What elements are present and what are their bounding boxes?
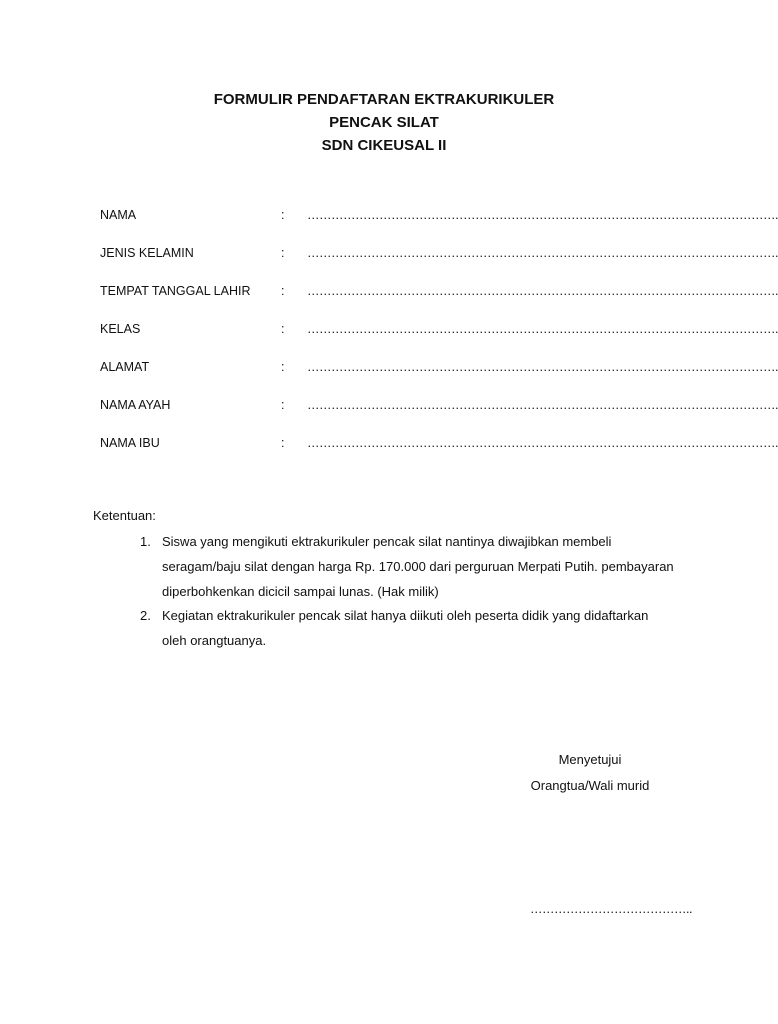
field-colon: : [281, 246, 285, 260]
field-alamat [0, 360, 778, 380]
title-line-1: FORMULIR PENDAFTARAN EKTRAKURIKULER [213, 91, 555, 108]
rule-text [162, 529, 682, 604]
rules-heading: Ketentuan: [93, 508, 156, 523]
field-nama-ibu [0, 436, 778, 456]
field-fill-line[interactable]: ………………………………………………………………………………………………………. [307, 360, 778, 374]
field-fill-line[interactable]: ………………………………………………………………………………………………………. [307, 398, 778, 412]
field-fill-line[interactable]: ………………………………………………………………………………………………………. [307, 284, 778, 298]
field-colon: : [281, 284, 285, 298]
field-fill-line[interactable]: ………………………………………………………………………………………………………. [307, 208, 778, 222]
rule-text-line: seragam/baju silat dengan harga Rp. 170.000 dari perguruan Merpati Putih. pembayaran [162, 559, 674, 574]
field-label: TEMPAT TANGGAL LAHIR [100, 284, 251, 298]
field-fill-line[interactable]: ………………………………………………………………………………………………………. [307, 246, 778, 260]
field-nama [0, 208, 778, 228]
field-label: NAMA [100, 208, 137, 222]
rule-text [162, 603, 682, 653]
field-colon: : [281, 208, 285, 222]
title-line-3: SDN CIKEUSAL II [321, 137, 447, 154]
field-label: NAMA IBU [100, 436, 160, 450]
field-fill-line[interactable]: ………………………………………………………………………………………………………. [307, 322, 778, 336]
field-label: JENIS KELAMIN [100, 246, 194, 260]
field-fill-line[interactable]: ………………………………………………………………………………………………………. [307, 436, 778, 450]
field-tempat-tanggal-lahir [0, 284, 778, 304]
approval-label: Menyetujui [558, 752, 622, 767]
rule-text-line: Siswa yang mengikuti ektrakurikuler pencak silat nantinya diwajibkan membeli [162, 534, 612, 549]
field-kelas [0, 322, 778, 342]
form-title [0, 88, 768, 157]
rule-text-line: diperbohkenkan dicicil sampai lunas. (Hak milik) [162, 584, 439, 599]
field-colon: : [281, 322, 285, 336]
rule-number: 1. [140, 534, 151, 549]
rule-text-line: Kegiatan ektrakurikuler pencak silat hanya diikuti oleh peserta didik yang didaftarkan [162, 608, 649, 623]
field-label: NAMA AYAH [100, 398, 171, 412]
field-label: KELAS [100, 322, 141, 336]
field-nama-ayah [0, 398, 778, 418]
title-line-2: PENCAK SILAT [329, 114, 439, 131]
rule-number: 2. [140, 608, 151, 623]
field-label: ALAMAT [100, 360, 150, 374]
field-jenis-kelamin [0, 246, 778, 266]
field-colon: : [281, 398, 285, 412]
rule-text-line: oleh orangtuanya. [162, 633, 267, 648]
approval-role: Orangtua/Wali murid [530, 778, 650, 793]
signature-line[interactable]: ………………………………….. [530, 902, 692, 916]
field-colon: : [281, 436, 285, 450]
field-colon: : [281, 360, 285, 374]
